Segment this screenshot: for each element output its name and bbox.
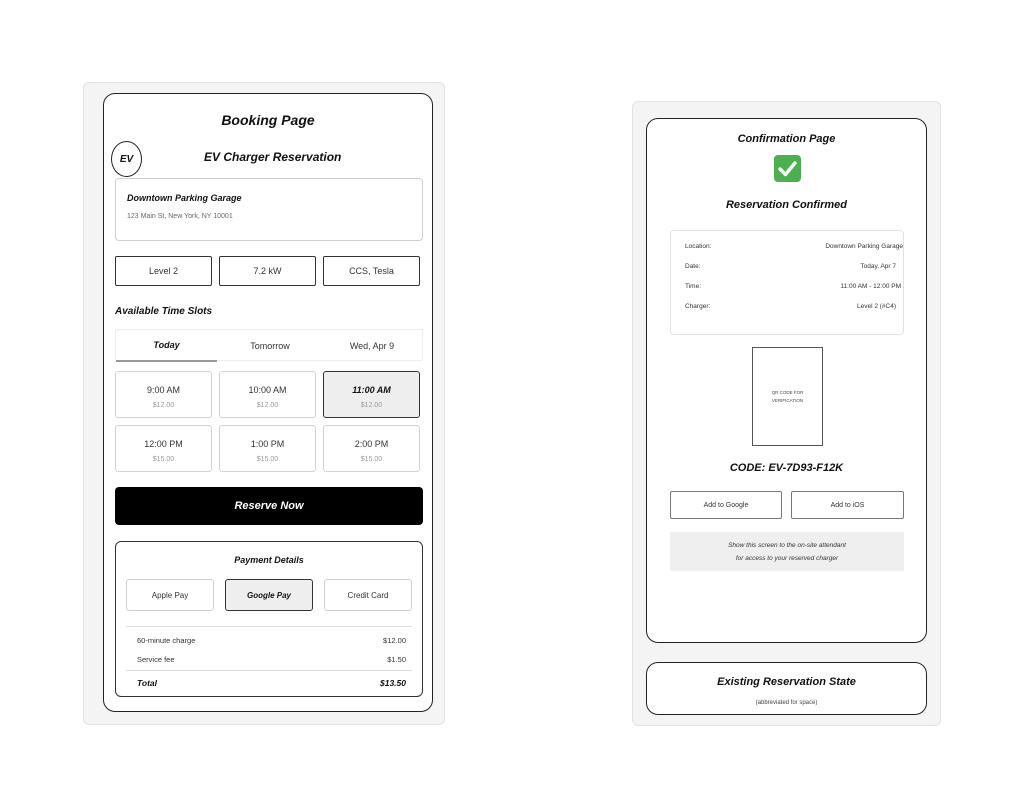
qr-code-placeholder — [752, 347, 823, 446]
check-mark-icon — [774, 155, 801, 182]
total-amount: $13.50 — [380, 678, 406, 688]
add-to-ios-button[interactable]: Add to iOS — [791, 491, 904, 519]
slot-time: 12:00 PM — [144, 439, 183, 449]
detail-label: Date: — [685, 263, 701, 270]
slot-price: $15.00 — [152, 456, 175, 463]
slot-price: $15.00 — [256, 456, 279, 463]
detail-label: Charger: — [685, 303, 711, 310]
credit-card-option[interactable]: Credit Card — [324, 579, 412, 611]
add-to-google-button[interactable]: Add to Google — [670, 491, 782, 519]
confirmation-page-title: Confirmation Page — [737, 133, 836, 145]
time-slot[interactable] — [219, 371, 316, 418]
slot-time: 10:00 AM — [248, 385, 287, 395]
spec-connectors: CCS, Tesla — [323, 256, 420, 286]
service-fee-label: Service fee — [137, 655, 175, 664]
reservation-confirmed-title: Reservation Confirmed — [725, 199, 848, 211]
apple-pay-option[interactable]: Apple Pay — [126, 579, 214, 611]
detail-value: Today, Apr 7 — [860, 263, 896, 270]
slot-price: $12.00 — [256, 402, 279, 409]
detail-label: Location: — [685, 243, 712, 250]
existing-reservation-subtitle: (abbreviated for space) — [755, 700, 818, 706]
time-slot[interactable] — [219, 425, 316, 472]
slot-price: $12.00 — [152, 402, 175, 409]
time-slot[interactable] — [115, 425, 212, 472]
reservation-code: CODE: EV-7D93-F12K — [729, 462, 844, 474]
booking-card — [103, 93, 433, 712]
confirmation-panel — [632, 101, 941, 726]
qr-text-line1: QR CODE FOR — [771, 389, 804, 395]
detail-value: Level 2 (#C4) — [856, 303, 896, 310]
tab-wed-apr-9[interactable]: Wed, Apr 9 — [349, 341, 395, 351]
location-address: 123 Main St, New York, NY 10001 — [127, 213, 233, 220]
booking-page-title: Booking Page — [221, 112, 315, 128]
note-line2: for access to your reserved charger — [735, 554, 839, 562]
charge-amount: $12.00 — [383, 636, 406, 645]
service-fee-amount: $1.50 — [387, 655, 406, 664]
slot-price: $12.00 — [360, 402, 383, 409]
tab-tomorrow[interactable]: Tomorrow — [250, 341, 290, 351]
qr-text-line2: VERIFICATION — [771, 397, 804, 403]
payment-heading: Payment Details — [234, 555, 304, 565]
confirmation-card — [646, 118, 927, 643]
total-divider — [126, 670, 412, 671]
booking-panel — [83, 82, 445, 725]
slots-heading: Available Time Slots — [115, 306, 213, 317]
tab-today[interactable]: Today — [116, 330, 217, 362]
existing-reservation-title: Existing Reservation State — [717, 676, 856, 688]
app-title: EV Charger Reservation — [204, 150, 342, 164]
ev-logo — [111, 141, 142, 177]
time-slot[interactable] — [115, 371, 212, 418]
payment-divider — [126, 626, 412, 627]
total-label: Total — [137, 678, 157, 688]
note-line1: Show this screen to the on-site attendant — [728, 541, 846, 549]
check-mark-glyph — [774, 155, 801, 182]
reserve-now-button[interactable]: Reserve Now — [115, 487, 423, 525]
payment-card — [115, 541, 423, 697]
spec-charger-level: Level 2 — [115, 256, 212, 286]
time-slot[interactable] — [323, 425, 420, 472]
detail-value: Downtown Parking Garage — [825, 243, 903, 250]
ev-logo-text: EV — [119, 153, 134, 165]
location-card — [115, 178, 423, 241]
location-name: Downtown Parking Garage — [127, 193, 242, 203]
slot-time: 2:00 PM — [354, 439, 389, 449]
slot-time: 9:00 AM — [146, 385, 181, 395]
slot-time: 1:00 PM — [250, 439, 285, 449]
spec-power: 7.2 kW — [219, 256, 316, 286]
reservation-details — [670, 230, 904, 335]
google-pay-option[interactable]: Google Pay — [225, 579, 313, 611]
day-tabs — [115, 329, 423, 361]
detail-value: 11:00 AM - 12:00 PM — [840, 283, 901, 290]
slot-time: 11:00 AM — [352, 385, 391, 395]
charge-label: 60-minute charge — [137, 636, 196, 645]
time-slot-selected[interactable] — [323, 371, 420, 418]
existing-reservation-card — [646, 662, 927, 715]
attendant-note — [670, 532, 904, 571]
slot-price: $15.00 — [360, 456, 383, 463]
detail-label: Time: — [685, 283, 702, 290]
